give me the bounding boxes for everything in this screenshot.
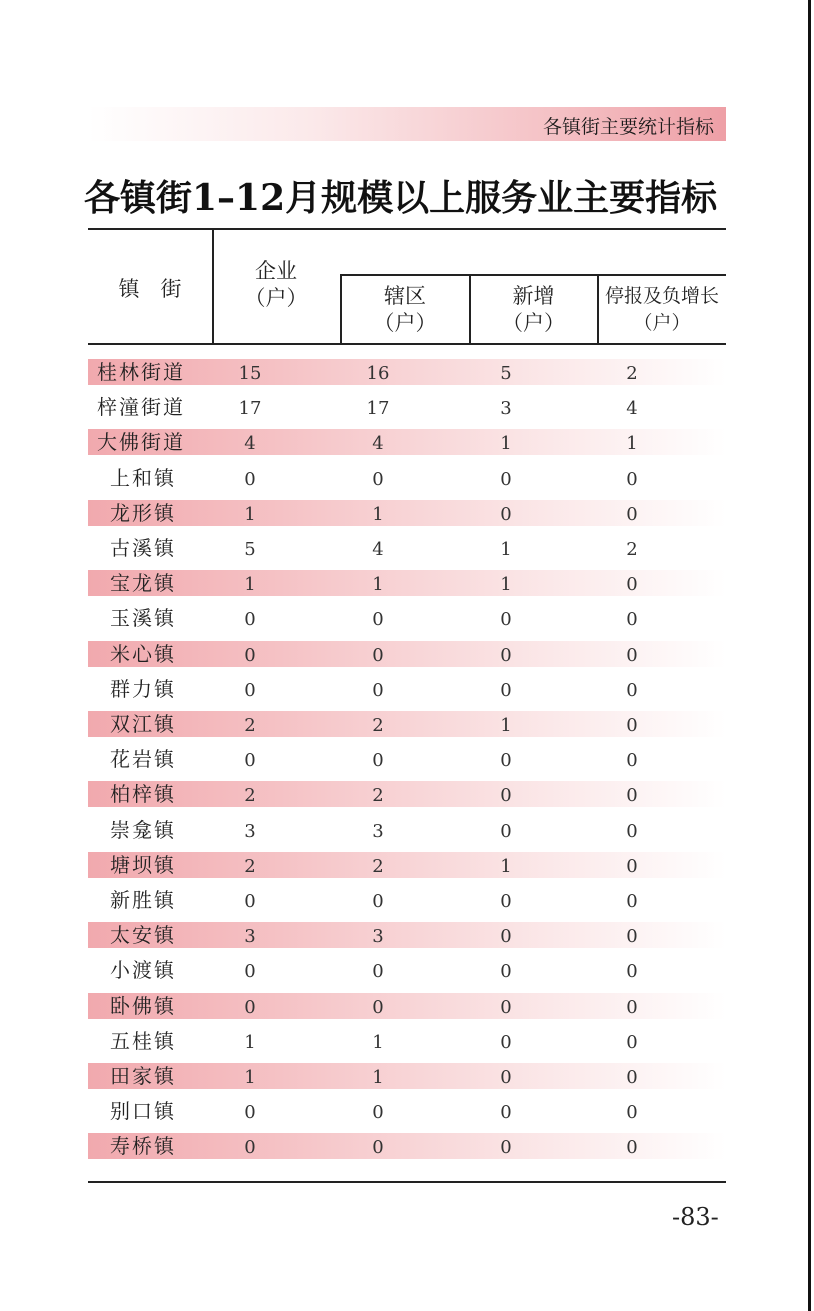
table-row (88, 781, 726, 807)
col-header-district-unit: （户） (373, 311, 437, 335)
town-name: 田家镇 (110, 1064, 176, 1088)
district-value: 2 (372, 715, 384, 736)
new-value: 1 (500, 539, 512, 560)
table-row (88, 465, 726, 491)
enterprise-value: 3 (244, 926, 256, 947)
town-name: 龙形镇 (110, 501, 176, 525)
district-value: 0 (372, 961, 384, 982)
new-value: 1 (500, 574, 512, 595)
town-name: 柏梓镇 (110, 782, 176, 806)
new-value: 0 (500, 609, 512, 630)
col-header-new-unit: （户） (502, 311, 565, 335)
stopped-value: 0 (626, 961, 638, 982)
district-value: 0 (372, 1137, 384, 1158)
header-sub-rule (340, 274, 726, 276)
new-value: 0 (500, 891, 512, 912)
col-header-stopped-label: 停报及负增长 (604, 285, 719, 307)
enterprise-value: 4 (244, 433, 256, 454)
enterprise-value: 1 (244, 504, 256, 525)
new-value: 0 (500, 1137, 512, 1158)
table-row (88, 852, 726, 878)
enterprise-value: 0 (244, 609, 256, 630)
enterprise-value: 0 (244, 469, 256, 490)
table-row (88, 570, 726, 596)
col-header-new-label: 新增 (512, 284, 555, 308)
table-row (88, 887, 726, 913)
new-value: 1 (500, 433, 512, 454)
district-value: 0 (372, 469, 384, 490)
new-value: 0 (500, 645, 512, 666)
table-row (88, 676, 726, 702)
stopped-value: 0 (626, 715, 638, 736)
enterprise-value: 0 (244, 1102, 256, 1123)
district-value: 2 (372, 856, 384, 877)
table-row (88, 605, 726, 631)
district-value: 0 (372, 609, 384, 630)
stopped-value: 0 (626, 785, 638, 806)
enterprise-value: 1 (244, 1032, 256, 1053)
district-value: 17 (366, 398, 390, 419)
table-row (88, 746, 726, 772)
new-value: 0 (500, 1032, 512, 1053)
new-value: 0 (500, 469, 512, 490)
table-top-rule (88, 228, 726, 230)
new-value: 0 (500, 785, 512, 806)
col-header-stopped-unit: （户） (633, 312, 691, 334)
page-title: 各镇街1–12月规模以上服务业主要指标 (84, 177, 718, 219)
table-row (88, 1098, 726, 1124)
col-header-enterprise (212, 258, 340, 312)
new-value: 0 (500, 1102, 512, 1123)
table-row (88, 429, 726, 455)
table-row (88, 957, 726, 983)
col-header-new (470, 283, 597, 337)
page-number: -83- (672, 1203, 719, 1231)
enterprise-value: 5 (244, 539, 256, 560)
table-row (88, 993, 726, 1019)
header-bottom-rule (88, 343, 726, 345)
table-row (88, 711, 726, 737)
table-row (88, 500, 726, 526)
town-name: 上和镇 (110, 466, 176, 490)
town-name: 古溪镇 (110, 536, 176, 560)
stopped-value: 1 (626, 433, 638, 454)
town-name: 崇龛镇 (110, 818, 176, 842)
new-value: 0 (500, 750, 512, 771)
new-value: 1 (500, 856, 512, 877)
town-name: 五桂镇 (110, 1029, 176, 1053)
col-header-enterprise-label: 企业 (255, 259, 297, 283)
enterprise-value: 2 (244, 785, 256, 806)
town-name: 宝龙镇 (110, 571, 176, 595)
district-value: 4 (372, 539, 384, 560)
enterprise-value: 2 (244, 856, 256, 877)
new-value: 0 (500, 504, 512, 525)
district-value: 0 (372, 750, 384, 771)
town-name: 寿桥镇 (110, 1134, 176, 1158)
town-name: 太安镇 (110, 923, 176, 947)
new-value: 0 (500, 1067, 512, 1088)
enterprise-value: 1 (244, 1067, 256, 1088)
new-value: 5 (500, 363, 512, 384)
table-row (88, 922, 726, 948)
district-value: 3 (372, 821, 384, 842)
table-row (88, 641, 726, 667)
new-value: 0 (500, 961, 512, 982)
col-header-stopped (598, 283, 726, 337)
table-row (88, 1133, 726, 1159)
col-header-district-label: 辖区 (384, 284, 426, 308)
stopped-value: 0 (626, 821, 638, 842)
town-name: 大佛街道 (97, 430, 185, 454)
stopped-value: 0 (626, 1067, 638, 1088)
enterprise-value: 0 (244, 891, 256, 912)
enterprise-value: 1 (244, 574, 256, 595)
district-value: 1 (372, 504, 384, 525)
stopped-value: 0 (626, 856, 638, 877)
stopped-value: 0 (626, 469, 638, 490)
stopped-value: 2 (626, 539, 638, 560)
stopped-value: 4 (626, 398, 638, 419)
enterprise-value: 0 (244, 680, 256, 701)
town-name: 卧佛镇 (110, 994, 176, 1018)
stopped-value: 0 (626, 574, 638, 595)
page-edge-line (808, 0, 811, 1311)
table-row (88, 394, 726, 420)
new-value: 1 (500, 715, 512, 736)
stopped-value: 0 (626, 645, 638, 666)
running-header: 各镇街主要统计指标 (542, 116, 714, 138)
enterprise-value: 3 (244, 821, 256, 842)
col-header-town (88, 276, 212, 303)
table-row (88, 359, 726, 385)
district-value: 16 (366, 363, 390, 384)
stopped-value: 0 (626, 504, 638, 525)
stopped-value: 0 (626, 1102, 638, 1123)
table-bottom-rule (88, 1181, 726, 1183)
table-row (88, 817, 726, 843)
stopped-value: 0 (626, 1032, 638, 1053)
district-value: 0 (372, 680, 384, 701)
enterprise-value: 2 (244, 715, 256, 736)
col-header-enterprise-unit: （户） (244, 286, 308, 310)
new-value: 3 (500, 398, 512, 419)
town-name: 梓潼街道 (97, 395, 185, 419)
district-value: 1 (372, 1032, 384, 1053)
stopped-value: 0 (626, 997, 638, 1018)
town-name: 桂林街道 (97, 360, 185, 384)
col-header-district (341, 283, 469, 337)
stopped-value: 0 (626, 750, 638, 771)
table-row (88, 1063, 726, 1089)
enterprise-value: 0 (244, 961, 256, 982)
col-header-town-label: 镇 街 (118, 277, 182, 301)
district-value: 0 (372, 645, 384, 666)
stopped-value: 0 (626, 609, 638, 630)
stopped-value: 0 (626, 1137, 638, 1158)
enterprise-value: 0 (244, 750, 256, 771)
enterprise-value: 17 (238, 398, 262, 419)
town-name: 玉溪镇 (110, 606, 176, 630)
enterprise-value: 0 (244, 1137, 256, 1158)
new-value: 0 (500, 821, 512, 842)
enterprise-value: 0 (244, 997, 256, 1018)
town-name: 小渡镇 (110, 958, 176, 982)
town-name: 群力镇 (110, 677, 176, 701)
table-row (88, 535, 726, 561)
running-header-band (88, 107, 726, 141)
new-value: 0 (500, 926, 512, 947)
new-value: 0 (500, 997, 512, 1018)
town-name: 双江镇 (110, 712, 176, 736)
district-value: 1 (372, 574, 384, 595)
district-value: 4 (372, 433, 384, 454)
town-name: 新胜镇 (110, 888, 176, 912)
district-value: 0 (372, 997, 384, 1018)
town-name: 塘坝镇 (110, 853, 176, 877)
district-value: 0 (372, 1102, 384, 1123)
enterprise-value: 0 (244, 645, 256, 666)
stopped-value: 2 (626, 363, 638, 384)
stopped-value: 0 (626, 891, 638, 912)
district-value: 3 (372, 926, 384, 947)
enterprise-value: 15 (238, 363, 262, 384)
town-name: 米心镇 (110, 642, 176, 666)
new-value: 0 (500, 680, 512, 701)
stopped-value: 0 (626, 926, 638, 947)
town-name: 花岩镇 (110, 747, 176, 771)
town-name: 别口镇 (110, 1099, 176, 1123)
district-value: 0 (372, 891, 384, 912)
stopped-value: 0 (626, 680, 638, 701)
district-value: 1 (372, 1067, 384, 1088)
district-value: 2 (372, 785, 384, 806)
table-row (88, 1028, 726, 1054)
